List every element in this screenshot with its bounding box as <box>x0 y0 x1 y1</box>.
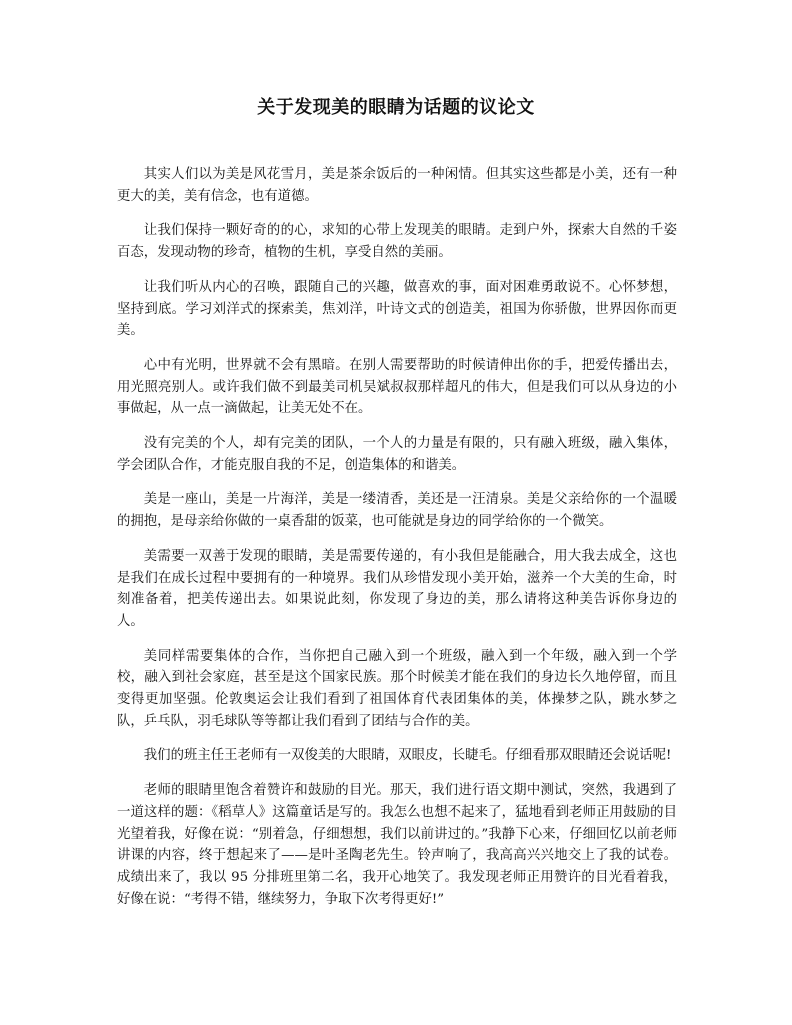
paragraph-2: 让我们保持一颗好奇的的心，求知的心带上发现美的眼睛。走到户外，探索大自然的千姿百态，发现动物的珍奇，植物的生机，享受自然的美丽。 <box>117 223 677 261</box>
paragraph-7: 美需要一双善于发现的眼睛，美是需要传递的，有小我但是能融合，用大我去成全，这也是我们在成长过程中要拥有的一种境界。我们从珍惜发现小美开始，滋养一个大美的生命，时刻准备着，把美传递出去。如果说此刻，你发现了身边的美，那么请将这种美告诉你身边的人。 <box>117 548 677 629</box>
paragraph-5: 没有完美的个人，却有完美的团队，一个人的力量是有限的，只有融入班级，融入集体，学会团队合作，才能克服自我的不足，创造集体的和谐美。 <box>117 436 677 473</box>
paragraph-9: 我们的班主任王老师有一双俊美的大眼睛，双眼皮，长睫毛。仔细看那双眼睛还会说话呢! <box>143 748 672 764</box>
article-body <box>117 164 677 923</box>
paragraph-1: 其实人们以为美是风花雪月，美是茶余饭后的一种闲情。但其实这些都是小美，还有一种更大的美，美有信念，也有道德。 <box>117 167 677 204</box>
page-title: 关于发现美的眼睛为话题的议论文 <box>257 97 535 118</box>
paragraph-8: 美同样需要集体的合作，当你把自己融入到一个班级，融入到一个年级，融入到一个学校，融入到社会家庭，甚至是这个国家民族。那个时候美才能在我们的身边长久地停留，而且变得更加坚强。伦敦奥运会让我们看到了祖国体育代表团集体的美，体操梦之队，跳水梦之队，乒乓队，羽毛球队等等都让我们看到了团结与合作的美。 <box>117 648 677 729</box>
paragraph-6: 美是一座山，美是一片海洋，美是一缕清香，美还是一汪清泉。美是父亲给你的一个温暖的拥抱，是母亲给你做的一桌香甜的饭菜，也可能就是身边的同学给你的一个微笑。 <box>117 492 677 530</box>
paragraph-3: 让我们听从内心的召唤，跟随自己的兴趣，做喜欢的事，面对困难勇敢说不。心怀梦想，坚持到底。学习刘洋式的探索美，焦刘洋，叶诗文式的创造美，祖国为你骄傲，世界因你而更美。 <box>117 279 677 339</box>
paragraph-10: 老师的眼睛里饱含着赞许和鼓励的目光。那天，我们进行语文期中测试，突然，我遇到了一道这样的题：《稻草人》这篇童话是写的。我怎么也想不起来了，猛地看到老师正用鼓励的目光望着我，好像在说：“别着急，仔细想想，我们以前讲过的。”我静下心来，仔细回忆以前老师讲课的内容，终于想起来了——是叶圣陶老先生。铃声响了，我高高兴兴地交上了我的试卷。成绩出来了，我以 95 分排班里第二名，我开心地笑了。我发现老师正用赞许的目光看着我，好像在说：“考得不错，继续努力，争取下次考得更好!” <box>117 783 677 907</box>
paragraph-4: 心中有光明，世界就不会有黑暗。在别人需要帮助的时候请伸出你的手，把爱传播出去，用光照亮别人。或许我们做不到最美司机吴斌叔叔那样超凡的伟大，但是我们可以从身边的小事做起，从一点一滴做起，让美无处不在。 <box>117 357 677 417</box>
